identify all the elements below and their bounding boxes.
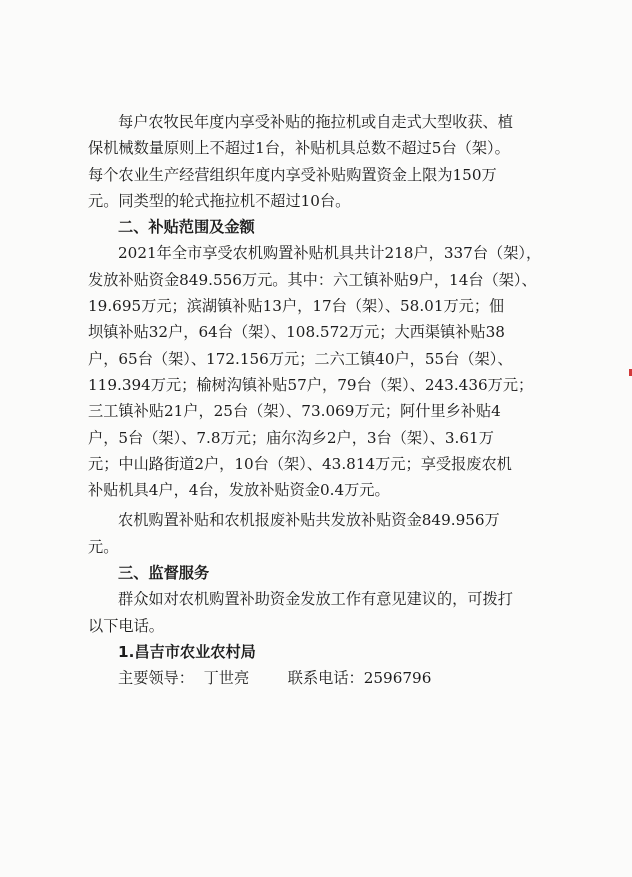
document-body bbox=[88, 109, 558, 692]
paragraph-line: 三工镇补贴21户，25台（架）、73.069万元；阿什里乡补贴4 bbox=[88, 402, 501, 421]
paragraph-line: 每户农牧民年度内享受补贴的拖拉机或自走式大型收获、植 bbox=[118, 113, 513, 131]
paragraph-line: 2021年全市享受农机购置补贴机具共计218户，337台（架）， bbox=[118, 244, 542, 263]
paragraph-line: 每个农业生产经营组织年度内享受补贴购置资金上限为150万 bbox=[88, 165, 497, 184]
section-heading-subsidy-scope: 二、补贴范围及金额 bbox=[118, 218, 255, 237]
contact-line: 主要领导： 丁世亮 联系电话：2596796 bbox=[118, 669, 432, 688]
paragraph-line: 元。同类型的轮式拖拉机不超过10台。 bbox=[88, 191, 351, 210]
paragraph-line: 发放补贴资金849.556万元。其中：六工镇补贴9户，14台（架）、 bbox=[88, 270, 537, 289]
section-heading-supervision: 三、监督服务 bbox=[118, 564, 210, 583]
paragraph-line: 以下电话。 bbox=[88, 616, 164, 635]
paragraph-line: 119.394万元；榆树沟镇补贴57户，79台（架）、243.436万元； bbox=[88, 375, 534, 394]
paragraph-line: 19.695万元；滨湖镇补贴13户，17台（架）、58.01万元；佃 bbox=[88, 297, 505, 316]
paragraph-line: 元。 bbox=[88, 537, 119, 556]
paragraph-line: 户，5台（架）、7.8万元；庙尔沟乡2户，3台（架）、3.61万 bbox=[88, 428, 494, 447]
paragraph-line: 保机械数量原则上不超过1台，补贴机具总数不超过5台（架）。 bbox=[88, 139, 510, 158]
paragraph-line: 农机购置补贴和农机报废补贴共发放补贴资金849.956万 bbox=[118, 511, 500, 530]
paragraph-line: 群众如对农机购置补助资金发放工作有意见建议的，可拨打 bbox=[118, 590, 513, 609]
paragraph-line: 户，65台（架）、172.156万元；二六工镇40户，55台（架）、 bbox=[88, 349, 513, 368]
paragraph-line: 坝镇补贴32户，64台（架）、108.572万元；大西渠镇补贴38 bbox=[88, 323, 505, 342]
paragraph-line: 元；中山路街道2户，10台（架）、43.814万元；享受报废农机 bbox=[88, 454, 512, 473]
paragraph-line: 补贴机具4户，4台，发放补贴资金0.4万元。 bbox=[88, 481, 390, 500]
contact-heading-agriculture-bureau: 1.昌吉市农业农村局 bbox=[118, 642, 256, 661]
